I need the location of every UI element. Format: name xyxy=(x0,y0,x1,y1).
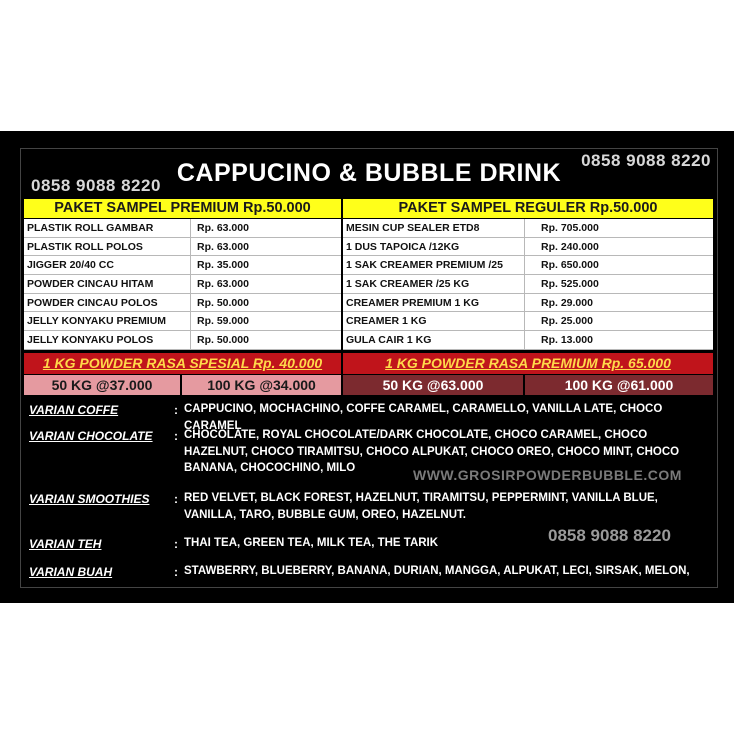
powder-premium-heading: 1 KG POWDER RASA PREMIUM Rp. 65.000 xyxy=(343,353,713,374)
premium-50kg-price: 50 KG @63.000 xyxy=(343,375,523,395)
variant-label-coffe: VARIAN COFFE xyxy=(29,403,119,417)
item-name: POWDER CINCAU HITAM xyxy=(24,275,191,293)
item-name: CREAMER 1 KG xyxy=(343,312,525,330)
price-banner xyxy=(0,131,734,603)
item-price: Rp. 29.000 xyxy=(541,296,593,309)
variant-label-smoothies: VARIAN SMOOTHIES xyxy=(29,492,150,506)
variant-colon: : xyxy=(174,537,178,551)
premium-100kg-price: 100 KG @61.000 xyxy=(525,375,713,395)
table-row xyxy=(24,294,341,313)
item-name: JELLY KONYAKU PREMIUM xyxy=(24,312,191,330)
table-row xyxy=(24,312,341,331)
item-price: Rp. 63.000 xyxy=(197,222,249,234)
phone-number-watermark: 0858 9088 8220 xyxy=(548,526,671,545)
variant-list-coffe: CAPPUCINO, MOCHACHINO, COFFE CARAMEL, CARAMELLO, VANILLA LATE, CHOCO CARAMEL xyxy=(184,403,663,432)
premium-items-table xyxy=(24,219,341,350)
variant-label-teh: VARIAN TEH xyxy=(29,537,102,551)
item-price: Rp. 50.000 xyxy=(197,296,249,309)
price-panel xyxy=(20,148,718,588)
special-100kg-price: 100 KG @34.000 xyxy=(182,375,341,395)
table-row xyxy=(24,219,341,238)
website-watermark: WWW.GROSIRPOWDERBUBBLE.COM xyxy=(413,467,682,483)
table-row xyxy=(24,256,341,275)
variant-list-smoothies: RED VELVET, BLACK FOREST, HAZELNUT, TIRAMITSU, PEPPERMINT, VANILLA BLUE, VANILLA, TARO, BUBBLE GUM, OREO, HAZELNUT. xyxy=(184,492,658,521)
table-row xyxy=(343,256,713,275)
special-50kg-price: 50 KG @37.000 xyxy=(24,375,180,395)
reguler-items-table xyxy=(343,219,713,350)
page-title: CAPPUCINO & BUBBLE DRINK xyxy=(176,159,562,187)
item-name: MESIN CUP SEALER ETD8 xyxy=(343,219,525,237)
item-price: Rp. 25.000 xyxy=(541,315,593,328)
table-row xyxy=(343,294,713,313)
item-name: POWDER CINCAU POLOS xyxy=(24,294,191,312)
table-row xyxy=(24,331,341,350)
table-row xyxy=(343,331,713,350)
premium-package-heading: PAKET SAMPEL PREMIUM Rp.50.000 xyxy=(24,199,341,218)
item-name: CREAMER PREMIUM 1 KG xyxy=(343,294,525,312)
variant-colon: : xyxy=(174,565,178,579)
table-row xyxy=(343,238,713,257)
item-name: PLASTIK ROLL GAMBAR xyxy=(24,219,191,237)
item-price: Rp. 705.000 xyxy=(541,222,599,234)
item-name: 1 SAK CREAMER PREMIUM /25 xyxy=(343,256,525,274)
variant-list-teh: THAI TEA, GREEN TEA, MILK TEA, THE TARIK xyxy=(184,537,439,549)
variant-colon: : xyxy=(174,429,178,443)
item-name: GULA CAIR 1 KG xyxy=(343,331,525,349)
item-price: Rp. 35.000 xyxy=(197,259,249,272)
item-price: Rp. 63.000 xyxy=(197,240,249,253)
variant-label-buah: VARIAN BUAH xyxy=(29,565,113,579)
phone-number-right: 0858 9088 8220 xyxy=(581,151,711,170)
variant-colon: : xyxy=(174,492,178,506)
powder-special-heading: 1 KG POWDER RASA SPESIAL Rp. 40.000 xyxy=(24,353,341,374)
item-price: Rp. 13.000 xyxy=(541,334,593,347)
item-name: 1 DUS TAPOICA /12KG xyxy=(343,238,525,256)
table-row xyxy=(24,275,341,294)
phone-number-left: 0858 9088 8220 xyxy=(31,176,161,195)
variant-list-chocolate: CHOCOLATE, ROYAL CHOCOLATE/DARK CHOCOLATE, CHOCO CARAMEL, CHOCO HAZELNUT, CHOCO TIRAMITSU, CHOCO ALPUKAT, CHOCO OREO, CHOCO MINT, CHOCO BANANA, CHOCOCHINO, MILO xyxy=(184,429,680,474)
variant-label-chocolate: VARIAN CHOCOLATE xyxy=(29,429,153,443)
item-price: Rp. 240.000 xyxy=(541,240,599,253)
table-row xyxy=(24,238,341,257)
table-row xyxy=(343,275,713,294)
item-name: PLASTIK ROLL POLOS xyxy=(24,238,191,256)
item-price: Rp. 650.000 xyxy=(541,259,599,272)
variant-colon: : xyxy=(174,403,178,417)
reguler-package-heading: PAKET SAMPEL REGULER Rp.50.000 xyxy=(343,199,713,218)
item-price: Rp. 59.000 xyxy=(197,315,249,328)
variant-list-buah: STAWBERRY, BLUEBERRY, BANANA, DURIAN, MANGGA, ALPUKAT, LECI, SIRSAK, MELON, xyxy=(184,565,690,577)
item-name: JIGGER 20/40 CC xyxy=(24,256,191,274)
item-name: JELLY KONYAKU POLOS xyxy=(24,331,191,349)
item-price: Rp. 63.000 xyxy=(197,278,249,291)
table-row xyxy=(343,219,713,238)
item-price: Rp. 525.000 xyxy=(541,278,599,291)
item-price: Rp. 50.000 xyxy=(197,334,249,347)
item-name: 1 SAK CREAMER /25 KG xyxy=(343,275,525,293)
table-row xyxy=(343,312,713,331)
